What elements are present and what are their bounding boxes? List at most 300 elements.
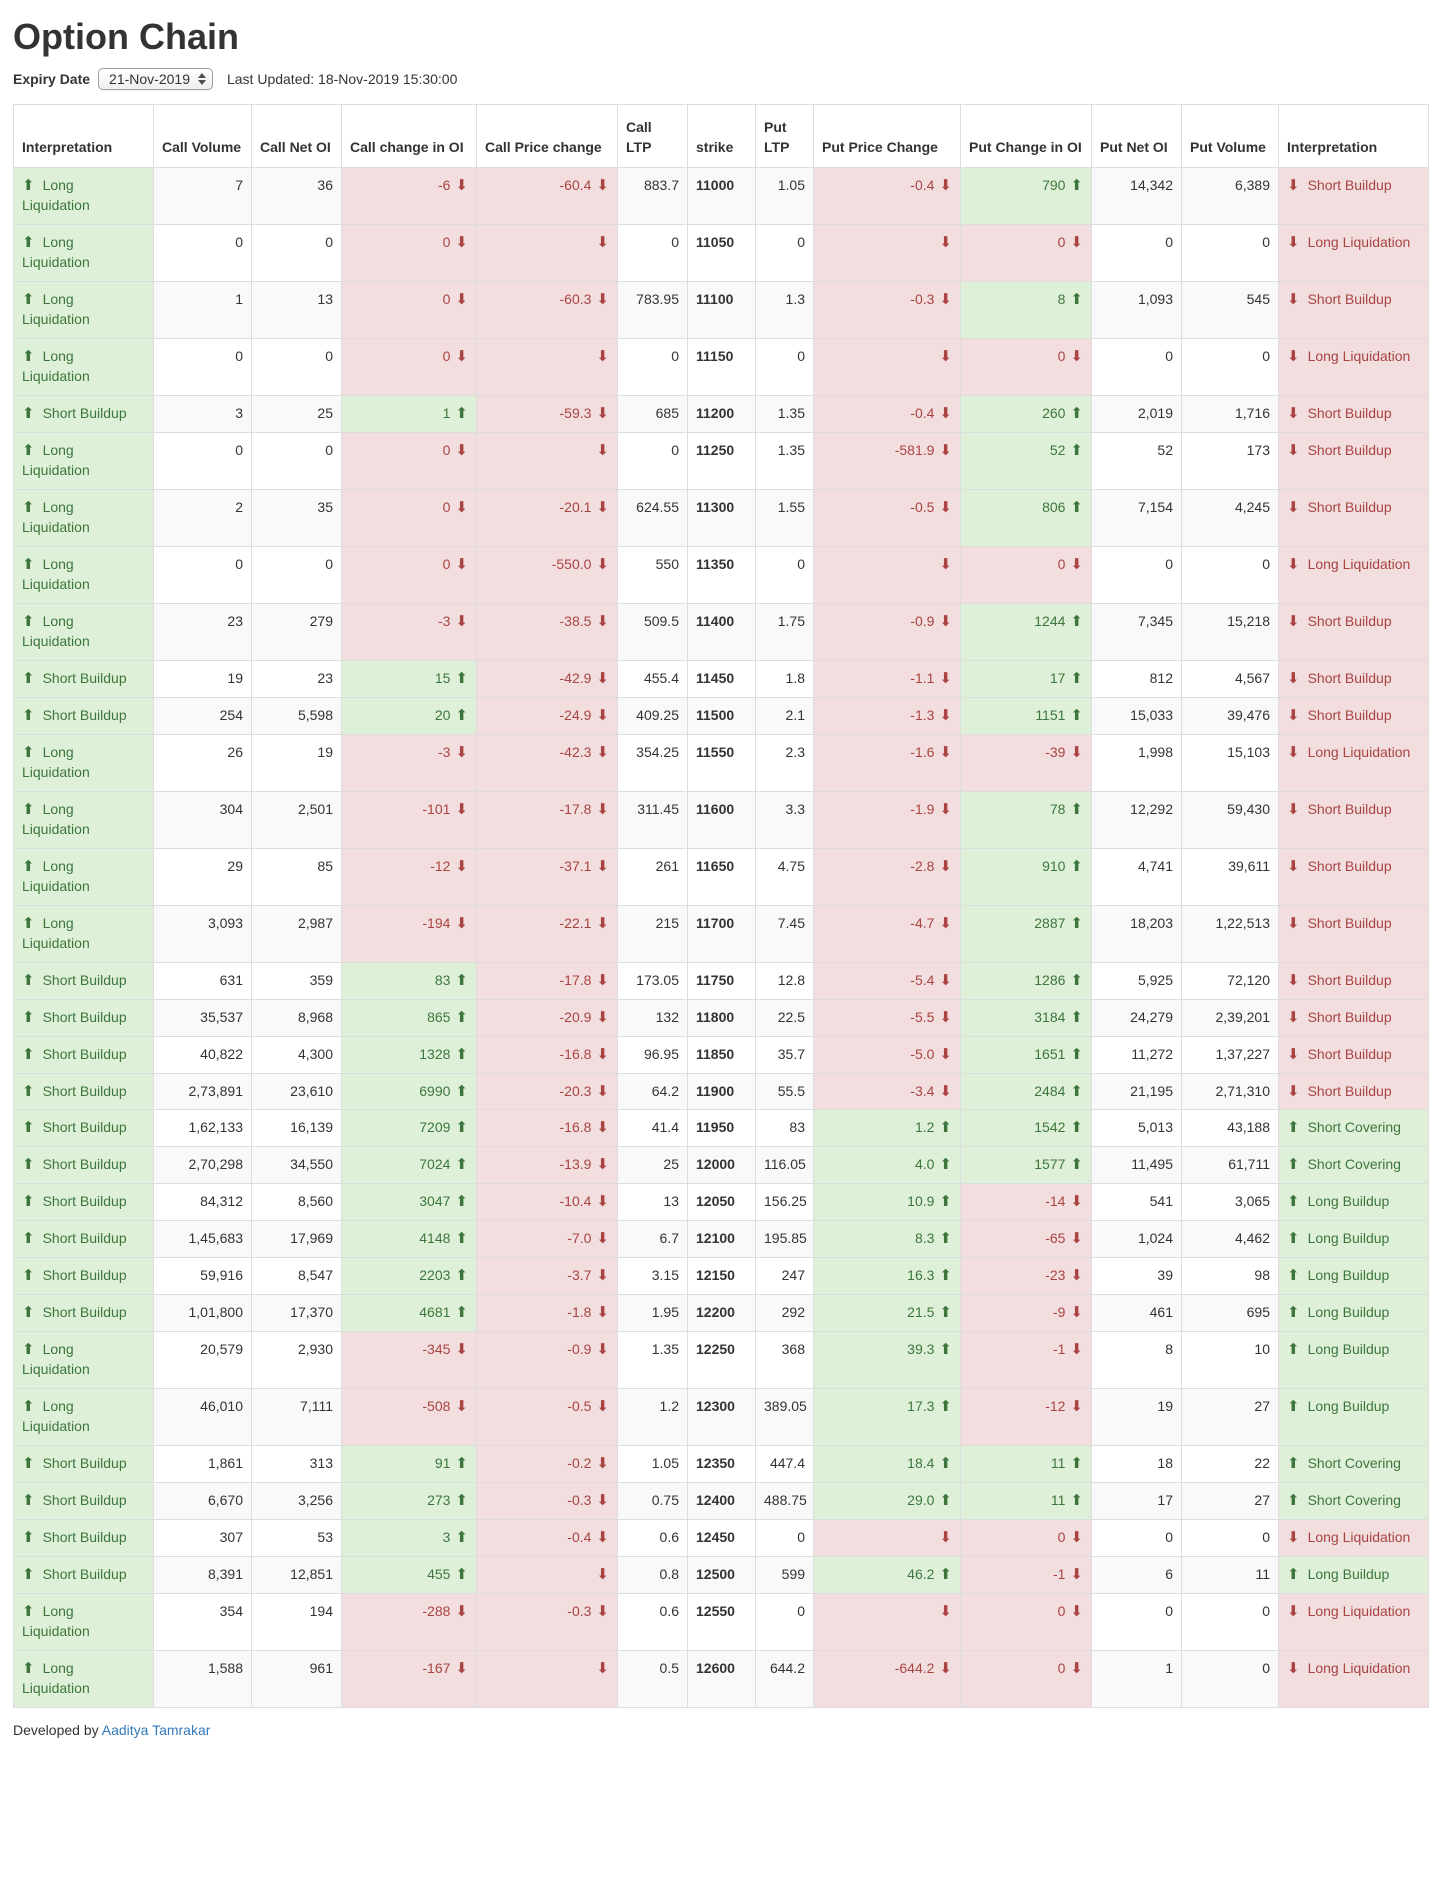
cell-call-interp <box>14 1594 154 1651</box>
cell-put-price-chg <box>814 1184 961 1221</box>
cell-put-interp <box>1279 962 1429 999</box>
up-arrow-icon: ⬆ <box>1070 1455 1083 1473</box>
down-arrow-icon: ⬇ <box>1287 290 1300 308</box>
cell-call-price-chg <box>477 489 618 546</box>
table-row-strike-12400 <box>14 1483 1429 1520</box>
cell-call-interp <box>14 1184 154 1221</box>
down-arrow-icon: ⬇ <box>1070 555 1083 573</box>
expiry-date-label: Expiry Date <box>13 71 91 87</box>
developer-link[interactable]: Aaditya Tamrakar <box>101 1722 211 1739</box>
down-arrow-icon: ⬇ <box>596 612 609 630</box>
interpretation-label: Long Buildup <box>1307 1230 1390 1247</box>
up-arrow-icon: ⬆ <box>939 1304 952 1322</box>
interpretation-label: Short Buildup <box>1307 857 1392 874</box>
cell-call-net-oi: 23 <box>252 660 342 697</box>
cell-call-ltp: 783.95 <box>618 281 688 338</box>
cell-put-ltp: 1.8 <box>756 660 814 697</box>
cell-call-ltp: 0.5 <box>618 1651 688 1708</box>
interpretation-label: Long Liquidation <box>22 441 90 478</box>
cell-call-ltp: 0.6 <box>618 1594 688 1651</box>
cell-put-chg-oi <box>961 1110 1092 1147</box>
down-arrow-icon: ⬇ <box>939 1008 952 1026</box>
cell-call-volume: 1,62,133 <box>154 1110 252 1147</box>
up-arrow-icon: ⬆ <box>1070 404 1083 422</box>
cell-call-net-oi: 35 <box>252 489 342 546</box>
cell-call-interp <box>14 1651 154 1708</box>
table-row-strike-11800 <box>14 999 1429 1036</box>
cell-call-ltp: 883.7 <box>618 167 688 224</box>
cell-call-net-oi: 0 <box>252 338 342 395</box>
down-arrow-icon: ⬇ <box>455 176 468 194</box>
cell-put-chg-oi <box>961 546 1092 603</box>
change-value: -550.0 <box>551 555 592 572</box>
down-arrow-icon: ⬇ <box>1070 1341 1083 1359</box>
up-arrow-icon: ⬆ <box>22 1455 35 1473</box>
up-arrow-icon: ⬆ <box>455 1008 468 1026</box>
table-row-strike-12250 <box>14 1332 1429 1389</box>
cell-call-net-oi: 34,550 <box>252 1147 342 1184</box>
interpretation-label: Short Buildup <box>1307 800 1392 817</box>
table-row-strike-11750 <box>14 962 1429 999</box>
cell-strike: 11700 <box>688 905 756 962</box>
cell-call-price-chg <box>477 1295 618 1332</box>
cell-put-volume: 0 <box>1182 224 1279 281</box>
cell-call-chg-oi <box>342 395 477 432</box>
cell-call-net-oi: 279 <box>252 603 342 660</box>
cell-put-chg-oi <box>961 1446 1092 1483</box>
change-value: -23 <box>1045 1267 1066 1284</box>
cell-call-interp <box>14 962 154 999</box>
table-row-strike-12200 <box>14 1295 1429 1332</box>
up-arrow-icon: ⬆ <box>1070 1082 1083 1100</box>
down-arrow-icon: ⬇ <box>455 612 468 630</box>
cell-put-ltp: 2.1 <box>756 697 814 734</box>
change-value: 2484 <box>1034 1082 1066 1099</box>
cell-put-ltp: 599 <box>756 1557 814 1594</box>
up-arrow-icon: ⬆ <box>455 1455 468 1473</box>
change-value: -12 <box>430 857 451 874</box>
table-row-strike-11600 <box>14 791 1429 848</box>
down-arrow-icon: ⬇ <box>596 233 609 251</box>
interpretation-label: Short Buildup <box>1307 706 1392 723</box>
up-arrow-icon: ⬆ <box>1070 669 1083 687</box>
cell-call-price-chg <box>477 734 618 791</box>
cell-call-chg-oi <box>342 1184 477 1221</box>
cell-put-chg-oi <box>961 905 1092 962</box>
cell-call-volume: 354 <box>154 1594 252 1651</box>
cell-call-chg-oi <box>342 1651 477 1708</box>
cell-call-volume: 631 <box>154 962 252 999</box>
up-arrow-icon: ⬆ <box>1070 1008 1083 1026</box>
cell-put-ltp: 1.35 <box>756 432 814 489</box>
change-value: 1 <box>442 404 451 421</box>
cell-put-ltp: 0 <box>756 224 814 281</box>
cell-call-ltp: 1.35 <box>618 1332 688 1389</box>
change-value: 11 <box>1050 1492 1066 1509</box>
cell-put-interp <box>1279 660 1429 697</box>
cell-strike: 12400 <box>688 1483 756 1520</box>
cell-put-chg-oi <box>961 1389 1092 1446</box>
cell-call-volume: 29 <box>154 848 252 905</box>
cell-put-interp <box>1279 432 1429 489</box>
cell-put-interp <box>1279 1389 1429 1446</box>
interpretation-label: Long Liquidation <box>22 1398 90 1435</box>
cell-put-price-chg <box>814 603 961 660</box>
column-header-put_net_oi: Put Net OI <box>1092 105 1182 168</box>
interpretation-label: Short Buildup <box>42 1045 127 1062</box>
change-value: 17.3 <box>907 1398 935 1415</box>
cell-put-chg-oi <box>961 1332 1092 1389</box>
cell-put-price-chg <box>814 338 961 395</box>
interpretation-label: Short Buildup <box>42 1455 127 1472</box>
cell-put-ltp: 1.3 <box>756 281 814 338</box>
change-value: 39.3 <box>907 1341 935 1358</box>
cell-call-ltp: 0 <box>618 224 688 281</box>
down-arrow-icon: ⬇ <box>939 914 952 932</box>
cell-call-volume: 304 <box>154 791 252 848</box>
cell-call-volume: 1 <box>154 281 252 338</box>
change-value: 0 <box>442 555 451 572</box>
change-value: -12 <box>1045 1398 1066 1415</box>
cell-put-price-chg <box>814 1389 961 1446</box>
cell-call-price-chg <box>477 1557 618 1594</box>
change-value: 1577 <box>1034 1156 1066 1173</box>
cell-call-volume: 254 <box>154 697 252 734</box>
cell-call-price-chg <box>477 167 618 224</box>
cell-put-ltp: 83 <box>756 1110 814 1147</box>
cell-call-price-chg <box>477 1651 618 1708</box>
down-arrow-icon: ⬇ <box>596 441 609 459</box>
cell-call-ltp: 409.25 <box>618 697 688 734</box>
interpretation-label: Short Buildup <box>42 1304 127 1321</box>
cell-put-volume: 1,37,227 <box>1182 1036 1279 1073</box>
cell-call-ltp: 41.4 <box>618 1110 688 1147</box>
change-value: -1.3 <box>910 706 935 723</box>
column-header-call_ltp: Call LTP <box>618 105 688 168</box>
cell-put-chg-oi <box>961 1073 1092 1110</box>
interpretation-label: Short Buildup <box>42 1566 127 1583</box>
down-arrow-icon: ⬇ <box>455 743 468 761</box>
table-row-strike-11250 <box>14 432 1429 489</box>
down-arrow-icon: ⬇ <box>455 498 468 516</box>
cell-call-chg-oi <box>342 1258 477 1295</box>
cell-call-volume: 307 <box>154 1520 252 1557</box>
cell-call-net-oi: 4,300 <box>252 1036 342 1073</box>
cell-put-ltp: 4.75 <box>756 848 814 905</box>
cell-put-interp <box>1279 1147 1429 1184</box>
down-arrow-icon: ⬇ <box>455 347 468 365</box>
cell-call-price-chg <box>477 603 618 660</box>
up-arrow-icon: ⬆ <box>1070 498 1083 516</box>
change-value: 0 <box>1057 555 1066 572</box>
cell-call-ltp: 215 <box>618 905 688 962</box>
up-arrow-icon: ⬆ <box>22 1603 35 1621</box>
cell-put-net-oi: 2,019 <box>1092 395 1182 432</box>
change-value: 1328 <box>419 1045 451 1062</box>
cell-call-net-oi: 25 <box>252 395 342 432</box>
change-value: -7.0 <box>567 1230 592 1247</box>
cell-call-volume: 0 <box>154 432 252 489</box>
cell-call-net-oi: 8,560 <box>252 1184 342 1221</box>
cell-put-volume: 43,188 <box>1182 1110 1279 1147</box>
cell-put-interp <box>1279 999 1429 1036</box>
up-arrow-icon: ⬆ <box>22 1492 35 1510</box>
table-row-strike-12600 <box>14 1651 1429 1708</box>
cell-put-net-oi: 461 <box>1092 1295 1182 1332</box>
cell-put-interp <box>1279 791 1429 848</box>
cell-put-volume: 4,567 <box>1182 660 1279 697</box>
up-arrow-icon: ⬆ <box>22 914 35 932</box>
interpretation-label: Long Buildup <box>1307 1304 1390 1321</box>
change-value: 91 <box>434 1455 451 1472</box>
up-arrow-icon: ⬆ <box>1070 914 1083 932</box>
down-arrow-icon: ⬇ <box>455 1660 468 1678</box>
up-arrow-icon: ⬆ <box>455 971 468 989</box>
cell-put-interp <box>1279 1651 1429 1708</box>
cell-call-volume: 40,822 <box>154 1036 252 1073</box>
interpretation-label: Short Buildup <box>42 404 127 421</box>
up-arrow-icon: ⬆ <box>939 1341 952 1359</box>
cell-call-ltp: 96.95 <box>618 1036 688 1073</box>
up-arrow-icon: ⬆ <box>455 1156 468 1174</box>
interpretation-label: Short Buildup <box>42 1529 127 1546</box>
change-value: 3184 <box>1034 1008 1066 1025</box>
down-arrow-icon: ⬇ <box>939 290 952 308</box>
table-row-strike-11150 <box>14 338 1429 395</box>
cell-call-volume: 23 <box>154 603 252 660</box>
cell-put-ltp: 35.7 <box>756 1036 814 1073</box>
cell-put-ltp: 22.5 <box>756 999 814 1036</box>
cell-put-volume: 1,22,513 <box>1182 905 1279 962</box>
up-arrow-icon: ⬆ <box>1287 1193 1300 1211</box>
cell-call-price-chg <box>477 1258 618 1295</box>
change-value: 0 <box>1057 347 1066 364</box>
change-value: 0 <box>1057 233 1066 250</box>
cell-put-interp <box>1279 167 1429 224</box>
change-value: 4148 <box>419 1230 451 1247</box>
change-value: -194 <box>422 914 451 931</box>
cell-put-volume: 22 <box>1182 1446 1279 1483</box>
change-value: 17 <box>1049 669 1066 686</box>
up-arrow-icon: ⬆ <box>939 1156 952 1174</box>
down-arrow-icon: ⬇ <box>939 498 952 516</box>
cell-call-chg-oi <box>342 489 477 546</box>
down-arrow-icon: ⬇ <box>596 404 609 422</box>
change-value: -0.3 <box>567 1603 592 1620</box>
cell-strike: 12600 <box>688 1651 756 1708</box>
change-value: -581.9 <box>894 441 935 458</box>
interpretation-label: Short Buildup <box>42 706 127 723</box>
cell-put-ltp: 389.05 <box>756 1389 814 1446</box>
up-arrow-icon: ⬆ <box>22 857 35 875</box>
cell-put-volume: 10 <box>1182 1332 1279 1389</box>
table-row-strike-12300 <box>14 1389 1429 1446</box>
up-arrow-icon: ⬆ <box>1287 1119 1300 1137</box>
up-arrow-icon: ⬆ <box>22 1341 35 1359</box>
column-header-put_ltp: Put LTP <box>756 105 814 168</box>
cell-put-price-chg <box>814 1557 961 1594</box>
cell-put-price-chg <box>814 546 961 603</box>
down-arrow-icon: ⬇ <box>596 669 609 687</box>
cell-strike: 11100 <box>688 281 756 338</box>
cell-put-chg-oi <box>961 848 1092 905</box>
cell-put-volume: 2,39,201 <box>1182 999 1279 1036</box>
cell-call-price-chg <box>477 962 618 999</box>
interpretation-label: Short Buildup <box>1307 914 1392 931</box>
change-value: -3 <box>437 743 451 760</box>
change-value: 1151 <box>1035 706 1066 723</box>
cell-call-interp <box>14 1036 154 1073</box>
cell-put-volume: 3,065 <box>1182 1184 1279 1221</box>
interpretation-label: Short Buildup <box>1307 612 1392 629</box>
interpretation-label: Long Buildup <box>1307 1267 1390 1284</box>
cell-put-interp <box>1279 1221 1429 1258</box>
down-arrow-icon: ⬇ <box>1287 1529 1300 1547</box>
cell-call-ltp: 509.5 <box>618 603 688 660</box>
interpretation-label: Long Liquidation <box>22 914 90 951</box>
cell-call-chg-oi <box>342 905 477 962</box>
cell-call-ltp: 455.4 <box>618 660 688 697</box>
down-arrow-icon: ⬇ <box>596 1119 609 1137</box>
change-value: -60.4 <box>559 176 592 193</box>
table-row-strike-12500 <box>14 1557 1429 1594</box>
cell-put-chg-oi <box>961 1258 1092 1295</box>
cell-call-net-oi: 8,547 <box>252 1258 342 1295</box>
down-arrow-icon: ⬇ <box>455 233 468 251</box>
cell-strike: 12300 <box>688 1389 756 1446</box>
cell-strike: 11350 <box>688 546 756 603</box>
table-row-strike-12050 <box>14 1184 1429 1221</box>
down-arrow-icon: ⬇ <box>455 1603 468 1621</box>
expiry-date-select[interactable] <box>98 68 213 90</box>
change-value: 0 <box>1057 1603 1066 1620</box>
cell-call-volume: 19 <box>154 660 252 697</box>
cell-put-price-chg <box>814 432 961 489</box>
cell-call-price-chg <box>477 1446 618 1483</box>
cell-call-interp <box>14 697 154 734</box>
cell-call-interp <box>14 1332 154 1389</box>
up-arrow-icon: ⬆ <box>1070 706 1083 724</box>
down-arrow-icon: ⬇ <box>1287 1603 1300 1621</box>
cell-strike: 11450 <box>688 660 756 697</box>
cell-put-price-chg <box>814 1332 961 1389</box>
cell-put-net-oi: 18,203 <box>1092 905 1182 962</box>
cell-call-ltp: 550 <box>618 546 688 603</box>
down-arrow-icon: ⬇ <box>1287 1008 1300 1026</box>
change-value: -17.8 <box>559 800 592 817</box>
cell-put-price-chg <box>814 1483 961 1520</box>
table-row-strike-12100 <box>14 1221 1429 1258</box>
cell-call-volume: 1,588 <box>154 1651 252 1708</box>
cell-put-volume: 4,245 <box>1182 489 1279 546</box>
cell-put-net-oi: 1,093 <box>1092 281 1182 338</box>
cell-put-chg-oi <box>961 1184 1092 1221</box>
interpretation-label: Short Buildup <box>1307 1082 1392 1099</box>
cell-put-ltp: 0 <box>756 546 814 603</box>
cell-put-net-oi: 1 <box>1092 1651 1182 1708</box>
cell-call-chg-oi <box>342 1446 477 1483</box>
change-value: 0 <box>442 290 451 307</box>
up-arrow-icon: ⬆ <box>939 1398 952 1416</box>
down-arrow-icon: ⬇ <box>939 1603 952 1621</box>
cell-put-price-chg <box>814 734 961 791</box>
up-arrow-icon: ⬆ <box>1287 1230 1300 1248</box>
up-arrow-icon: ⬆ <box>22 498 35 516</box>
cell-strike: 12200 <box>688 1295 756 1332</box>
cell-call-ltp: 0.75 <box>618 1483 688 1520</box>
cell-call-interp <box>14 1147 154 1184</box>
cell-call-chg-oi <box>342 1110 477 1147</box>
up-arrow-icon: ⬆ <box>455 1119 468 1137</box>
cell-put-price-chg <box>814 848 961 905</box>
cell-put-price-chg <box>814 1147 961 1184</box>
change-value: -39 <box>1045 743 1066 760</box>
up-arrow-icon: ⬆ <box>22 1398 35 1416</box>
cell-call-interp <box>14 1483 154 1520</box>
down-arrow-icon: ⬇ <box>939 347 952 365</box>
change-value: -0.5 <box>910 498 935 515</box>
cell-call-chg-oi <box>342 999 477 1036</box>
change-value: -20.9 <box>559 1008 592 1025</box>
down-arrow-icon: ⬇ <box>939 800 952 818</box>
cell-call-ltp: 132 <box>618 999 688 1036</box>
cell-put-ltp: 116.05 <box>756 1147 814 1184</box>
cell-put-ltp: 3.3 <box>756 791 814 848</box>
up-arrow-icon: ⬆ <box>22 669 35 687</box>
up-arrow-icon: ⬆ <box>22 1082 35 1100</box>
interpretation-label: Long Liquidation <box>22 800 90 837</box>
cell-put-chg-oi <box>961 1295 1092 1332</box>
cell-put-price-chg <box>814 1295 961 1332</box>
cell-strike: 11200 <box>688 395 756 432</box>
up-arrow-icon: ⬆ <box>22 441 35 459</box>
cell-strike: 11850 <box>688 1036 756 1073</box>
cell-put-price-chg <box>814 1446 961 1483</box>
cell-call-volume: 26 <box>154 734 252 791</box>
cell-put-interp <box>1279 338 1429 395</box>
up-arrow-icon: ⬆ <box>22 1304 35 1322</box>
up-arrow-icon: ⬆ <box>1070 441 1083 459</box>
down-arrow-icon: ⬇ <box>596 498 609 516</box>
interpretation-label: Long Liquidation <box>22 498 90 535</box>
up-arrow-icon: ⬆ <box>455 706 468 724</box>
cell-put-interp <box>1279 1483 1429 1520</box>
table-row-strike-11400 <box>14 603 1429 660</box>
cell-put-price-chg <box>814 697 961 734</box>
cell-put-ltp: 644.2 <box>756 1651 814 1708</box>
change-value: 4.0 <box>914 1156 935 1173</box>
cell-call-net-oi: 2,501 <box>252 791 342 848</box>
up-arrow-icon: ⬆ <box>22 1267 35 1285</box>
interpretation-label: Long Buildup <box>1307 1193 1390 1210</box>
table-header <box>14 105 1429 168</box>
up-arrow-icon: ⬆ <box>22 706 35 724</box>
cell-call-ltp: 311.45 <box>618 791 688 848</box>
change-value: 7209 <box>419 1119 451 1136</box>
down-arrow-icon: ⬇ <box>1287 706 1300 724</box>
down-arrow-icon: ⬇ <box>939 555 952 573</box>
cell-put-chg-oi <box>961 338 1092 395</box>
cell-put-chg-oi <box>961 395 1092 432</box>
cell-call-net-oi: 36 <box>252 167 342 224</box>
down-arrow-icon: ⬇ <box>1070 1566 1083 1584</box>
change-value: -38.5 <box>559 612 592 629</box>
cell-put-price-chg <box>814 905 961 962</box>
table-row-strike-12000 <box>14 1147 1429 1184</box>
change-value: 2203 <box>419 1267 451 1284</box>
change-value: 273 <box>427 1492 451 1509</box>
cell-call-price-chg <box>477 1184 618 1221</box>
